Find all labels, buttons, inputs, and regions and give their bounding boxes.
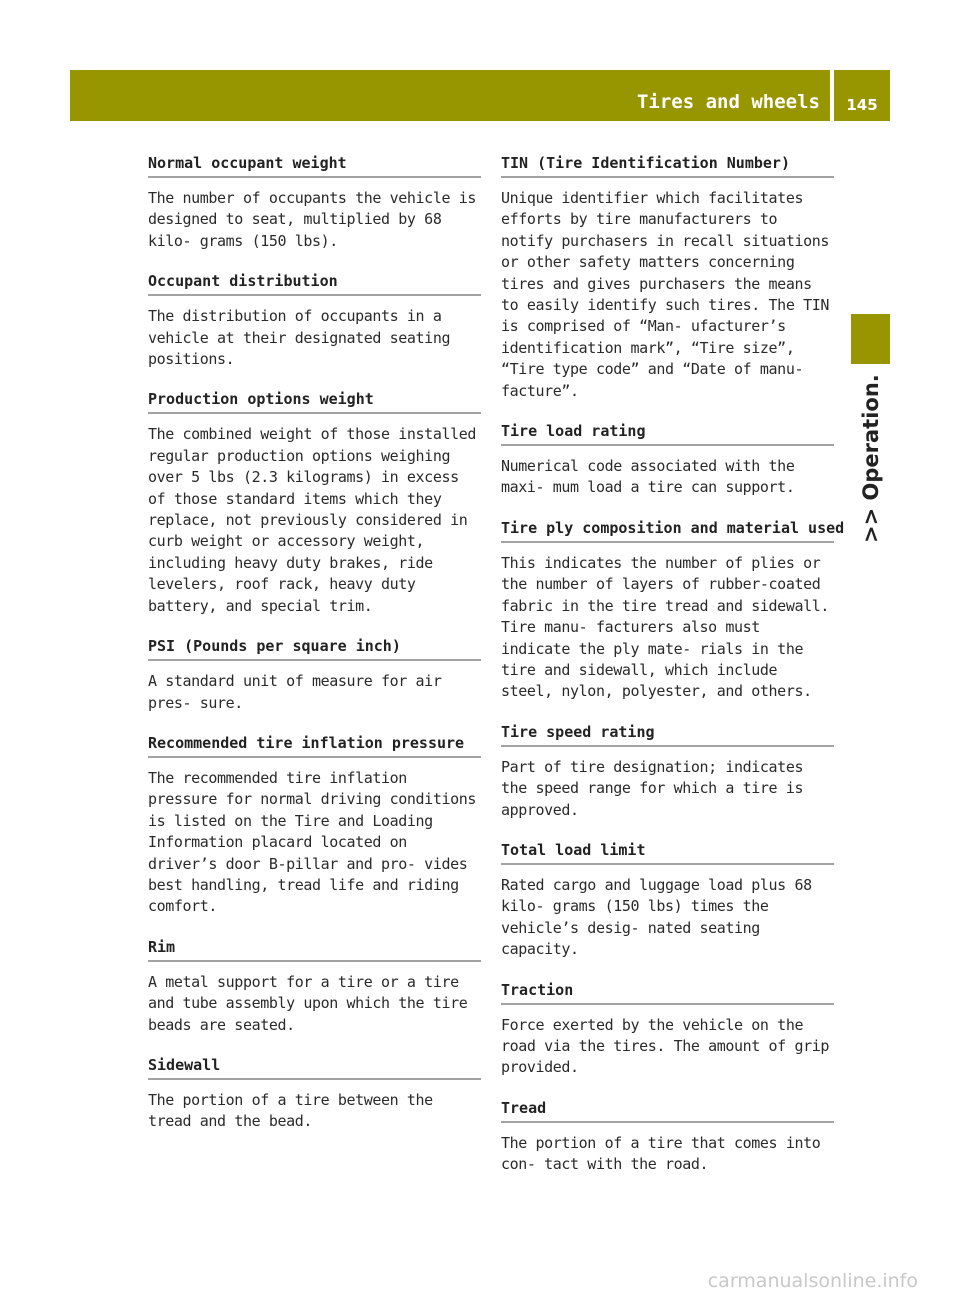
term-definition: The distribution of occupants in a vehicle at their designated seating positions. bbox=[148, 307, 451, 369]
term-title: Sidewall bbox=[148, 1054, 481, 1080]
chapter-tab bbox=[851, 314, 890, 364]
page-number: 145 bbox=[846, 96, 878, 114]
chapter-label bbox=[855, 374, 887, 704]
left-column bbox=[148, 152, 481, 1151]
term-title: Tread bbox=[501, 1097, 834, 1123]
glossary-entry bbox=[148, 388, 481, 617]
term-title: Production options weight bbox=[148, 388, 481, 414]
glossary-entry bbox=[501, 517, 845, 703]
term-title: Total load limit bbox=[501, 839, 834, 865]
header-bar bbox=[70, 70, 830, 121]
glossary-entry bbox=[501, 420, 834, 499]
term-definition: Unique identifier which facilitates efforts by tire manufacturers to notify purchasers in recall situations or other safety matters concerning tires and gives purchasers the means to easily identify such tires. The TIN is comprised of “Man- ufacturer’s identification mark”, “Tire size”, “Tire type code” and “Date of manu- facture”. bbox=[501, 189, 829, 400]
term-definition: The number of occupants the vehicle is designed to seat, multiplied by 68 kilo- grams (150 lbs). bbox=[148, 189, 476, 250]
page-number-box bbox=[834, 70, 890, 121]
term-title: Traction bbox=[501, 979, 834, 1005]
right-column bbox=[501, 152, 845, 1194]
glossary-entry bbox=[501, 1097, 834, 1176]
glossary-entry bbox=[501, 152, 834, 402]
term-definition: Rated cargo and luggage load plus 68 kilo- grams (150 lbs) times the vehicle’s desig- nated seating capacity. bbox=[501, 875, 812, 959]
term-definition: The portion of a tire that comes into con- tact with the road. bbox=[501, 1133, 821, 1174]
glossary-entry bbox=[501, 839, 834, 961]
glossary-entry bbox=[501, 721, 834, 821]
term-title: Tire speed rating bbox=[501, 721, 834, 747]
chapter-label-text: >> Operation. bbox=[859, 374, 883, 543]
term-title: TIN (Tire Identification Number) bbox=[501, 152, 834, 178]
term-title: Tire ply composition and material used bbox=[501, 517, 834, 543]
term-definition: The combined weight of those installed regular production options weighing over 5 lbs (2.3 kilograms) in excess of those standard items which they replace, not previously considered in curb weight or accessory weight, including heavy duty brakes, ride levelers, roof rack, heavy duty battery, and special trim. bbox=[148, 425, 476, 615]
watermark: carmanualsonline.info bbox=[707, 1270, 918, 1292]
term-definition: This indicates the number of plies or the number of layers of rubber-coated fabric in the tire tread and sidewall. Tire manu- facturers also must indicate the ply mate- rials in the tire and sidewall, which include steel, nylon, polyester, and others. bbox=[501, 553, 829, 701]
glossary-entry bbox=[501, 979, 834, 1079]
term-definition: Force exerted by the vehicle on the road via the tires. The amount of grip provided. bbox=[501, 1015, 829, 1077]
term-definition: Part of tire designation; indicates the speed range for which a tire is approved. bbox=[501, 757, 804, 819]
glossary-entry bbox=[148, 270, 481, 370]
term-title: PSI (Pounds per square inch) bbox=[148, 635, 481, 661]
term-definition: The recommended tire inflation pressure for normal driving conditions is listed on the Tire and Loading Information placard located on driver’s door B-pillar and pro- vides best handling, tread life and riding comfort. bbox=[148, 768, 476, 916]
glossary-entry bbox=[148, 635, 481, 714]
glossary-entry bbox=[148, 732, 481, 918]
term-title: Rim bbox=[148, 936, 481, 962]
section-title: Tires and wheels bbox=[636, 91, 820, 113]
term-definition: A standard unit of measure for air pres- sure. bbox=[148, 672, 442, 712]
term-definition: Numerical code associated with the maxi- mum load a tire can support. bbox=[501, 457, 795, 497]
term-title: Occupant distribution bbox=[148, 270, 481, 296]
term-title: Normal occupant weight bbox=[148, 152, 481, 178]
term-definition: A metal support for a tire or a tire and tube assembly upon which the tire beads are seated. bbox=[148, 972, 468, 1034]
term-title: Tire load rating bbox=[501, 420, 834, 446]
glossary-entry bbox=[148, 152, 481, 252]
term-title: Recommended tire inflation pressure bbox=[148, 732, 481, 758]
term-definition: The portion of a tire between the tread and the bead. bbox=[148, 1090, 433, 1131]
glossary-entry bbox=[148, 1054, 481, 1133]
glossary-entry bbox=[148, 936, 481, 1036]
